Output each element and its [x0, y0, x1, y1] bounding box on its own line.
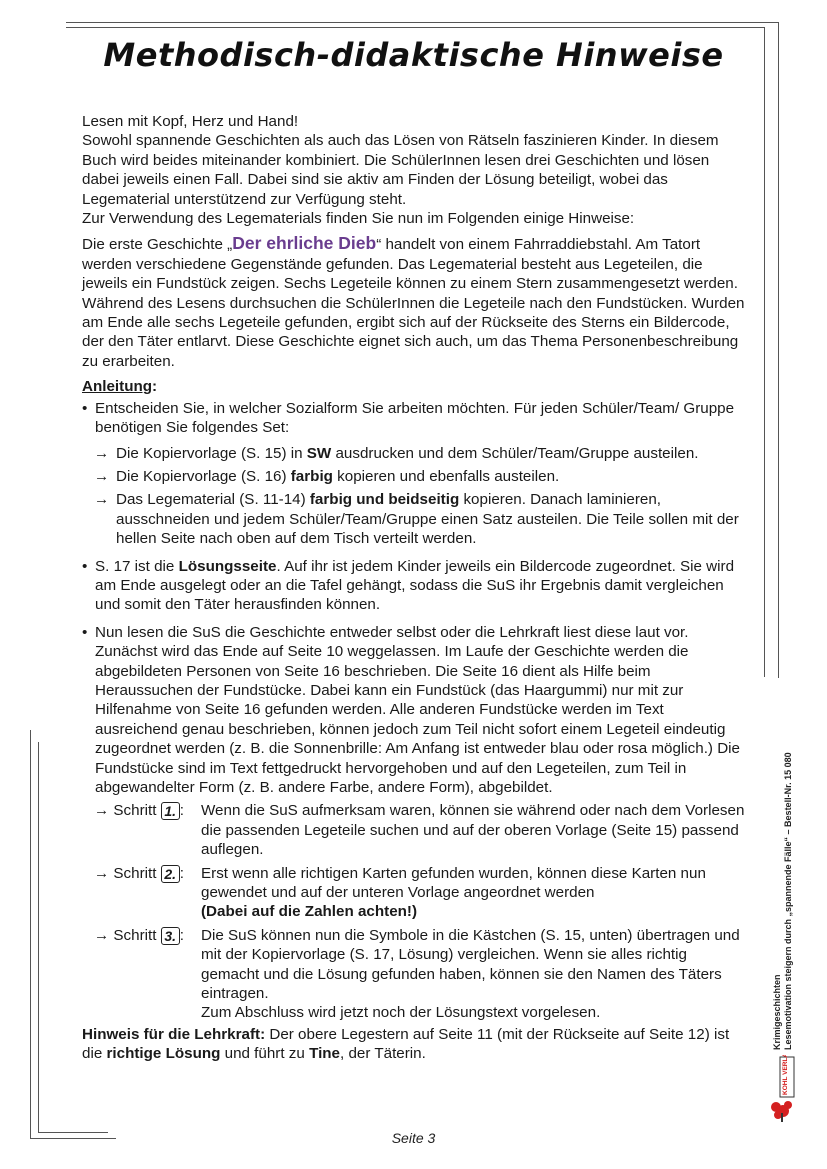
frame-left-line-2: [38, 742, 39, 1132]
step-label: Schritt: [113, 802, 157, 820]
story-title: Der ehrliche Dieb: [232, 233, 377, 254]
step-body: [201, 926, 748, 1023]
step-text: Erst wenn alle richtigen Karten gefunden wurden, können diese Karten nun gewendet und auf der unteren Vorlage angeordnet werden: [201, 864, 706, 902]
frame-top-line: [66, 22, 778, 23]
arrow-right-icon: →: [94, 802, 110, 820]
step-extra: Zum Abschluss wird jetzt noch der Lösungstext vorgelesen.: [201, 1004, 601, 1022]
item-text: und führt zu: [220, 1045, 310, 1063]
anleitung-heading-text: Anleitung: [82, 378, 153, 396]
step-lead: → Schritt 2. :: [94, 864, 184, 882]
bullet-sozialform: [82, 399, 748, 438]
bullet-lesen: [82, 623, 748, 798]
step-label: Schritt: [113, 864, 157, 882]
arrow-right-icon: →: [94, 444, 110, 462]
bullet-lesen-text: Nun lesen die SuS die Geschichte entweder selbst oder die Lehrkraft liest diese laut vor. Zunächst wird das Ende auf Seite 10 weggelassen. Im Laufe der Geschichte werden die abgebildeten Personen von Seite 16 beschrieben. Die Seite 16 dient als Hilfe beim Heraussuchen der Fundstücke. Dabei kann ein Fundstück (das Haargummi) nur mit zur Hilfenahme von Seite 16 gefunden werden. Alle anderen Fundstücke werden im Text ausreichend genau beschrieben, können jedoch zum Teil nicht sofort einem Legeteil eindeutig zugeordnet werden (z. B. die Sonnenbrille: Am Anfang ist entweder blau oder rosa möglich.) Die Fundstücke sind im Text fettgedruckt hervorgehoben und auf den Legeteilen, zum Teil in abgewandelter Form (z. B. andere Farbe, andere Form), abgebildet.: [95, 623, 740, 796]
step-lead: → Schritt 3. :: [94, 926, 184, 944]
bullet-loesungsseite: [82, 557, 748, 615]
anleitung-colon: :: [152, 378, 158, 396]
item-text: Der obere Legestern auf Seite 11 (mit der Rückseite auf Seite 12) ist die: [82, 1025, 730, 1063]
bullet-icon: •: [82, 623, 88, 641]
arrow-right-icon: →: [94, 467, 110, 485]
item-text: kopieren und ebenfalls austeilen.: [332, 467, 560, 485]
intro-hint-line: Zur Verwendung des Legematerials finden Sie nun im Folgenden einige Hinweise:: [82, 210, 635, 228]
story-pre: Die erste Geschichte „: [82, 236, 233, 254]
item-bold: richtige Lösung: [106, 1045, 221, 1063]
item-text: ausdrucken und dem Schüler/Team/Gruppe austeilen.: [331, 444, 699, 462]
item-bold: SW: [306, 444, 332, 462]
step-text: Die SuS können nun die Symbole in die Kästchen (S. 15, unten) übertragen und mit der Kopiervorlage (S. 17, Lösung) vergleichen. Wenn sie alles richtig gemacht und die Lösung gefunden haben, können sie den Namen des Täters eintragen.: [201, 926, 740, 1003]
step-number-box: 1.: [161, 802, 180, 820]
bullet-icon: •: [82, 399, 88, 417]
arrow-item-legematerial: [82, 490, 748, 548]
frame-top-line-2: [66, 27, 764, 28]
item-text: Die Kopiervorlage (S. 16): [116, 467, 291, 485]
hinweis-label: Hinweis für die Lehrkraft:: [82, 1025, 266, 1043]
item-bold: farbig und beidseitig: [309, 491, 460, 509]
page-number: Seite 3: [391, 1130, 436, 1146]
arrow-right-icon: →: [94, 926, 110, 944]
main-content: [82, 112, 748, 1064]
step-body: [201, 864, 748, 922]
step-1: [82, 801, 748, 859]
item-bold: Lösungsseite: [178, 557, 277, 575]
step-label: Schritt: [113, 926, 157, 944]
item-text: . Auf ihr ist jedem Kinder jeweils ein Bildercode zugeordnet. Sie wird am Ende ausgelegt oder an die Tafel gehängt, sodass die SuS ihr Ergebnis damit vergleichen und somit den Täter herausfinden können.: [95, 557, 735, 614]
logo-text: KOHL VERLAG: [782, 1055, 789, 1095]
bullet-sozialform-text: Entscheiden Sie, in welcher Sozialform Sie arbeiten möchten. Für jeden Schüler/Team/ Gruppe benötigen Sie folgendes Set:: [95, 399, 735, 437]
arrow-item-kopiervorlage-farbig: [82, 467, 748, 486]
logo-icon: [768, 1055, 798, 1123]
item-bold: farbig: [290, 467, 333, 485]
story-post: “ handelt von einem Fahrraddiebstahl. Am Tatort werden verschiedene Gegenstände gefunden. Das Legematerial besteht aus Legeteilen, die jeweils ein Fundstück zeigen. Sechs Legeteile können zu einem Stern zusammengesetzt werden. Während des Lesens durchsuchen die SchülerInnen die Legeteile nach den Fundstücken. Wurden am Ende alle sechs Legeteile gefunden, ergibt sich auf der Rückseite des Sterns ein Bildercode, der den Täter entlarvt. Diese Geschichte eignet sich auch, um das Thema Personenbeschreibung zu erarbeiten.: [82, 236, 745, 370]
intro-paragraph: Sowohl spannende Geschichten als auch das Lösen von Rätseln faszinieren Kinder. In diesem Buch wird beides miteinander kombiniert. Die SchülerInnen lesen drei Geschichten und lösen dabei jeweils einen Fall. Dabei sind sie aktiv am Finden der Lösung beteiligt, wobei das Legematerial unterstützend zur Verfügung steht.: [82, 132, 719, 208]
step-text: Wenn die SuS aufmerksam waren, können sie während oder nach dem Vorlesen die passenden Legeteile suchen und auf der oberen Vorlage (Seite 15) passend auflegen.: [201, 802, 745, 859]
intro-motto: Lesen mit Kopf, Herz und Hand!: [82, 113, 299, 130]
item-text: kopieren. Danach laminieren, ausschneiden und jedem Schüler/Team/Gruppe einen Satz austeilen. Die Teile sollen mit der hellen Seite nach oben auf dem Tisch verteilt werden.: [116, 491, 739, 548]
step-body: [201, 801, 748, 859]
sidebar-subtitle: Lesemotivation steigern durch „spannende Fälle“ – Bestell-Nr. 15 080: [783, 752, 793, 1050]
item-text: S. 17 ist die: [95, 557, 179, 575]
item-text: , der Täterin.: [340, 1045, 426, 1063]
hinweis-paragraph: [82, 1025, 748, 1064]
story-paragraph: [82, 234, 748, 371]
arrow-right-icon: →: [94, 491, 110, 509]
step-2: [82, 864, 748, 922]
item-bold: Tine: [309, 1045, 341, 1063]
step-number-box: 2.: [161, 865, 180, 883]
step-3: [82, 926, 748, 1023]
frame-right-line-2: [764, 27, 765, 677]
step-number-box: 3.: [161, 927, 180, 945]
page-title: Methodisch-didaktische Hinweise: [103, 36, 724, 74]
step-lead: → Schritt 1. :: [94, 802, 184, 820]
frame-right-line: [778, 22, 779, 678]
step-bold-note: (Dabei auf die Zahlen achten!): [201, 903, 418, 921]
sidebar-imprint: [772, 630, 806, 1050]
arrow-right-icon: →: [94, 864, 110, 882]
bullet-icon: •: [82, 557, 88, 575]
sidebar-title: Krimigeschichten: [772, 974, 782, 1050]
item-text: Die Kopiervorlage (S. 15) in: [116, 444, 307, 462]
arrow-item-kopiervorlage-sw: [82, 444, 748, 463]
anleitung-heading: [82, 377, 748, 396]
frame-left-line: [30, 730, 31, 1138]
publisher-logo: [768, 1055, 798, 1123]
item-text: Das Legematerial (S. 11-14): [116, 491, 310, 509]
